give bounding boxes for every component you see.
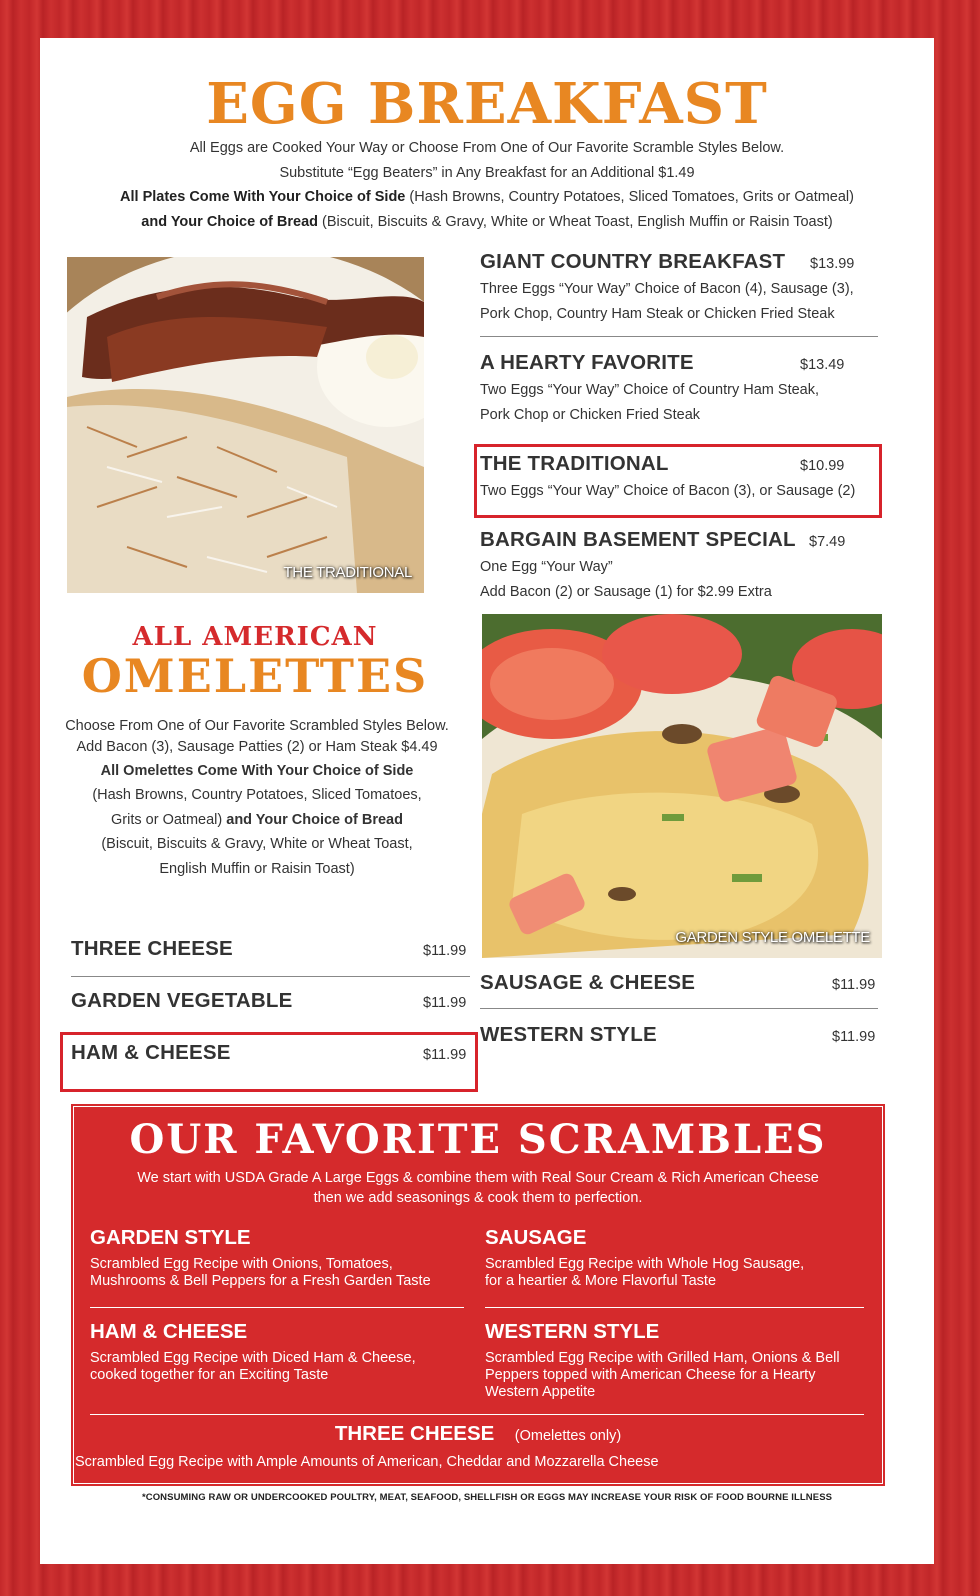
desc-line: cooked together for an Exciting Taste (90, 1367, 329, 1383)
intro-line: Add Bacon (3), Sausage Patties (2) or Ham Steak $4.49 (76, 738, 438, 755)
scramble-name: GARDEN STYLE (90, 1226, 251, 1249)
item-desc (480, 277, 854, 326)
scramble-name: HAM & CHEESE (90, 1320, 248, 1343)
intro-bold: and Your Choice of Bread (141, 213, 319, 230)
item-price: $11.99 (423, 995, 467, 1011)
intro-bold: and Your Choice of Bread (226, 811, 403, 828)
egg-breakfast-intro (40, 136, 934, 234)
garden-omelette-photo (482, 614, 882, 958)
item-name: THE TRADITIONAL (480, 452, 669, 475)
item-name: BARGAIN BASEMENT SPECIAL (480, 528, 796, 551)
desc-line: Two Eggs “Your Way” Choice of Bacon (3), or Sausage (2) (480, 483, 856, 499)
desc-line: Scrambled Egg Recipe with Onions, Tomatoes, (90, 1256, 393, 1272)
item-desc (480, 555, 772, 604)
scramble-desc: Scrambled Egg Recipe with Ample Amounts of American, Cheddar and Mozzarella Cheese (75, 1454, 659, 1470)
intro-line: English Muffin or Raisin Toast) (159, 860, 355, 877)
intro-line: (Biscuit, Biscuits & Gravy, White or Wheat Toast, (101, 836, 413, 852)
item-price: $11.99 (423, 943, 467, 959)
item-name: WESTERN STYLE (480, 1023, 657, 1046)
intro-line: (Hash Browns, Country Potatoes, Sliced Tomatoes, (92, 787, 422, 803)
desc-line: Two Eggs “Your Way” Choice of Country Ham Steak, (480, 382, 820, 398)
intro-bold: All Omelettes Come With Your Choice of Side (100, 762, 414, 779)
omelettes-title-big: OMELETTES (81, 649, 429, 703)
divider (71, 976, 470, 977)
divider (480, 336, 878, 337)
item-price: $11.99 (832, 977, 876, 993)
intro-line (40, 185, 934, 210)
item-name: A HEARTY FAVORITE (480, 351, 694, 374)
desc-line: One Egg “Your Way” (480, 559, 613, 575)
item-name: HAM & CHEESE (71, 1041, 231, 1064)
desc-line: Mushrooms & Bell Peppers for a Fresh Garden Taste (90, 1273, 431, 1289)
desc-line: Pork Chop, Country Ham Steak or Chicken Fried Steak (480, 305, 835, 322)
three-cheese-heading (71, 1422, 885, 1446)
scrambles-panel (71, 1104, 885, 1486)
item-price: $11.99 (423, 1047, 467, 1063)
intro-line: All Eggs are Cooked Your Way or Choose From One of Our Favorite Scramble Styles Below. (189, 140, 785, 156)
desc-line: for a heartier & More Flavorful Taste (485, 1273, 717, 1289)
scramble-desc (485, 1256, 804, 1290)
divider (90, 1307, 464, 1308)
omelettes-title-small: ALL AMERICAN (132, 622, 378, 652)
intro-line: Substitute “Egg Beaters” in Any Breakfast for an Additional $1.49 (279, 164, 695, 181)
scrambles-subtitle (71, 1168, 885, 1208)
item-name: GIANT COUNTRY BREAKFAST (480, 250, 786, 273)
intro-line (60, 759, 454, 784)
item-name: THREE CHEESE (71, 937, 233, 960)
scramble-name: WESTERN STYLE (485, 1320, 660, 1343)
intro-rest: (Hash Browns, Country Potatoes, Sliced Tomatoes, Grits or Oatmeal) (405, 189, 854, 205)
desc-line: Scrambled Egg Recipe with Diced Ham & Cheese, (90, 1350, 416, 1366)
scrambles-title: OUR FAVORITE SCRAMBLES (129, 1116, 827, 1163)
desc-line: Pork Chop or Chicken Fried Steak (480, 406, 701, 423)
intro-pre: Grits or Oatmeal) (111, 811, 227, 828)
desc-line: Western Appetite (485, 1384, 596, 1400)
desc-line: Three Eggs “Your Way” Choice of Bacon (4), Sausage (3), (480, 281, 854, 297)
item-price: $11.99 (832, 1029, 876, 1045)
item-price: $7.49 (809, 534, 846, 550)
divider (485, 1307, 864, 1308)
scramble-name: THREE CHEESE (334, 1422, 495, 1445)
photo-caption: GARDEN STYLE OMELETTE (675, 929, 870, 946)
desc-line: Scrambled Egg Recipe with Whole Hog Sausage, (485, 1256, 805, 1272)
photo-caption: THE TRADITIONAL (283, 564, 412, 581)
desc-line: Peppers topped with American Cheese for a Hearty (485, 1367, 816, 1383)
traditional-breakfast-photo (67, 257, 424, 593)
item-price: $13.99 (810, 256, 855, 272)
scramble-desc (485, 1350, 840, 1401)
item-desc (480, 479, 855, 504)
intro-line (60, 808, 454, 833)
subtitle-line: then we add seasonings & cook them to perfection. (313, 1190, 643, 1206)
intro-line (40, 210, 934, 235)
item-price: $13.49 (800, 357, 845, 373)
item-name: GARDEN VEGETABLE (71, 989, 293, 1012)
subtitle-line: We start with USDA Grade A Large Eggs & combine them with Real Sour Cream & Rich American Cheese (137, 1170, 819, 1186)
intro-bold: All Plates Come With Your Choice of Side (120, 189, 406, 205)
desc-line: Add Bacon (2) or Sausage (1) for $2.99 Extra (480, 583, 772, 600)
intro-line: Choose From One of Our Favorite Scrambled Styles Below. (65, 718, 449, 734)
menu-page (40, 38, 934, 1564)
item-price: $10.99 (800, 458, 845, 474)
omelettes-intro (60, 714, 454, 881)
item-name: SAUSAGE & CHEESE (480, 971, 696, 994)
divider (480, 1008, 878, 1009)
divider (90, 1414, 864, 1415)
breakfast-plate-illustration (67, 257, 424, 593)
desc-line: Scrambled Egg Recipe with Grilled Ham, Onions & Bell (485, 1350, 840, 1366)
intro-rest: (Biscuit, Biscuits & Gravy, White or Wheat Toast, English Muffin or Raisin Toast) (318, 213, 833, 230)
scramble-name: SAUSAGE (485, 1226, 587, 1249)
egg-breakfast-title: EGG BREAKFAST (206, 71, 768, 137)
omelette-illustration (482, 614, 882, 958)
food-safety-footnote: *CONSUMING RAW OR UNDERCOOKED POULTRY, MEAT, SEAFOOD, SHELLFISH OR EGGS MAY INCREASE YOUR RISK OF FOOD BOURNE ILLNESS (141, 1492, 833, 1503)
scramble-note: (Omelettes only) (514, 1428, 622, 1444)
item-desc (480, 378, 819, 427)
scramble-desc (90, 1350, 416, 1384)
scramble-desc (90, 1256, 431, 1290)
